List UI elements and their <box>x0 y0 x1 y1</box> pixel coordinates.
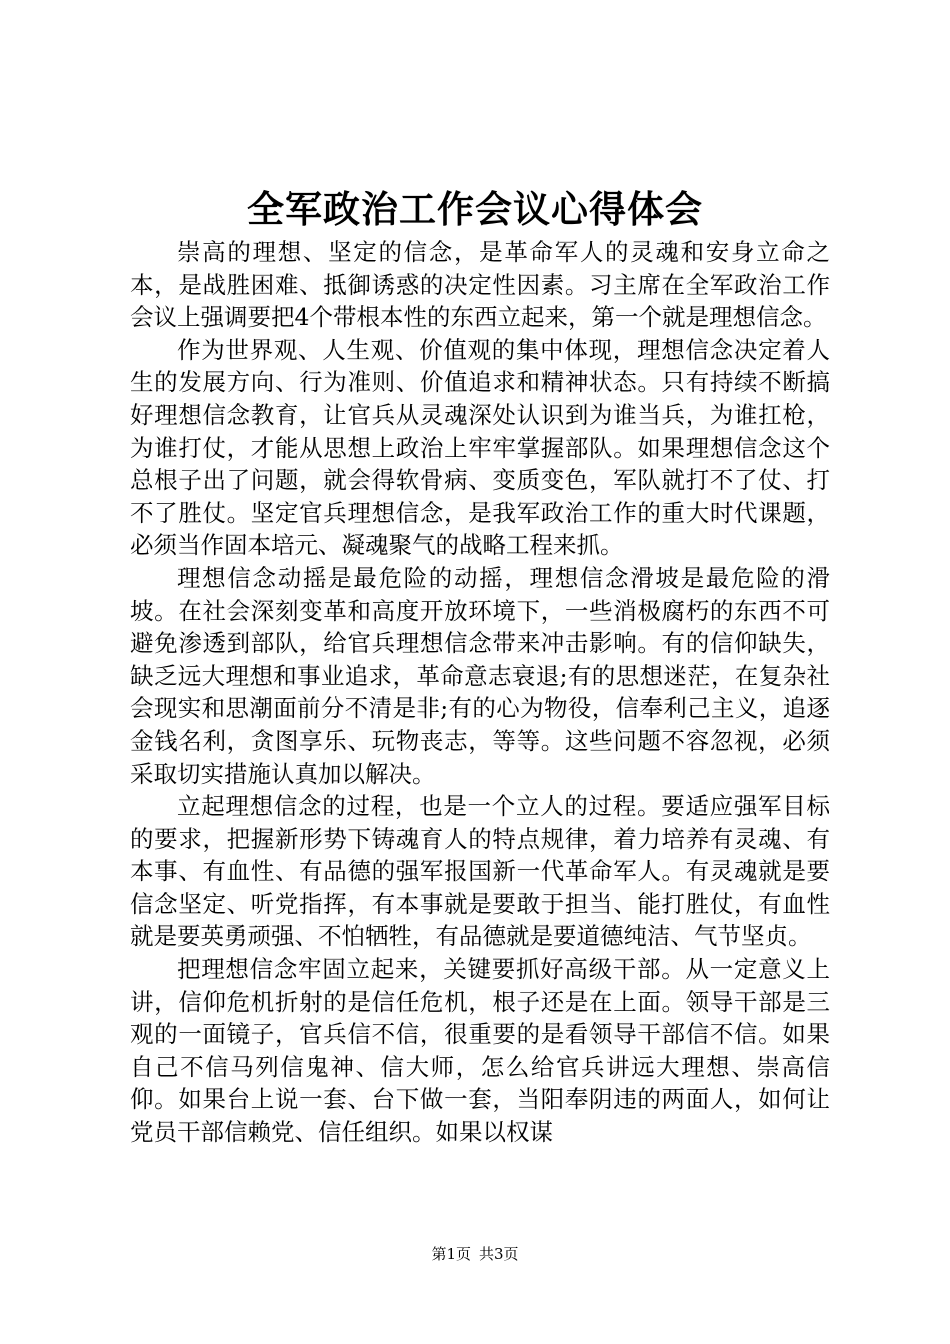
document-body <box>130 236 830 1149</box>
paragraph: 立起理想信念的过程，也是一个立人的过程。要适应强军目标的要求，把握新形势下铸魂育人的特点规律，着力培养有灵魂、有本事、有血性、有品德的强军报国新一代革命军人。有灵魂就是要信念坚定、听党指挥，有本事就是要敢于担当、能打胜仗，有血性就是要英勇顽强、不怕牺牲，有品德就是要道德纯洁、气节坚贞。 <box>130 792 830 951</box>
paragraph: 理想信念动摇是最危险的动摇，理想信念滑坡是最危险的滑坡。在社会深刻变革和高度开放环境下，一些消极腐朽的东西不可避免渗透到部队，给官兵理想信念带来冲击影响。有的信仰缺失，缺乏远大理想和事业追求，革命意志衰退;有的思想迷茫，在复杂社会现实和思潮面前分不清是非;有的心为物役，信奉利己主义，追逐金钱名利，贪图享乐、玩物丧志，等等。这些问题不容忽视，必须采取切实措施认真加以解决。 <box>130 563 830 788</box>
page-total: 共3页 <box>479 1245 519 1263</box>
paragraph: 把理想信念牢固立起来，关键要抓好高级干部。从一定意义上讲，信仰危机折射的是信任危机，根子还是在上面。领导干部是三观的一面镜子，官兵信不信，很重要的是看领导干部信不信。如果自己不信马列信鬼神、信大师，怎么给官兵讲远大理想、崇高信仰。如果台上说一套、台下做一套，当阳奉阴违的两面人，如何让党员干部信赖党、信任组织。如果以权谋 <box>130 955 830 1147</box>
page-number: 第1页 <box>431 1245 471 1263</box>
paragraph: 崇高的理想、坚定的信念，是革命军人的灵魂和安身立命之本，是战胜困难、抵御诱惑的决定性因素。习主席在全军政治工作会议上强调要把4个带根本性的东西立起来，第一个就是理想信念。 <box>130 238 830 332</box>
page-footer <box>0 1244 950 1264</box>
document-title: 全军政治工作会议心得体会 <box>247 187 703 231</box>
paragraph: 作为世界观、人生观、价值观的集中体现，理想信念决定着人生的发展方向、行为准则、价值追求和精神状态。只有持续不断搞好理想信念教育，让官兵从灵魂深处认识到为谁当兵，为谁扛枪，为谁打仗，才能从思想上政治上牢牢掌握部队。如果理想信念这个总根子出了问题，就会得软骨病、变质变色，军队就打不了仗、打不了胜仗。坚定官兵理想信念，是我军政治工作的重大时代课题，必须当作固本培元、凝魂聚气的战略工程来抓。 <box>130 335 830 560</box>
